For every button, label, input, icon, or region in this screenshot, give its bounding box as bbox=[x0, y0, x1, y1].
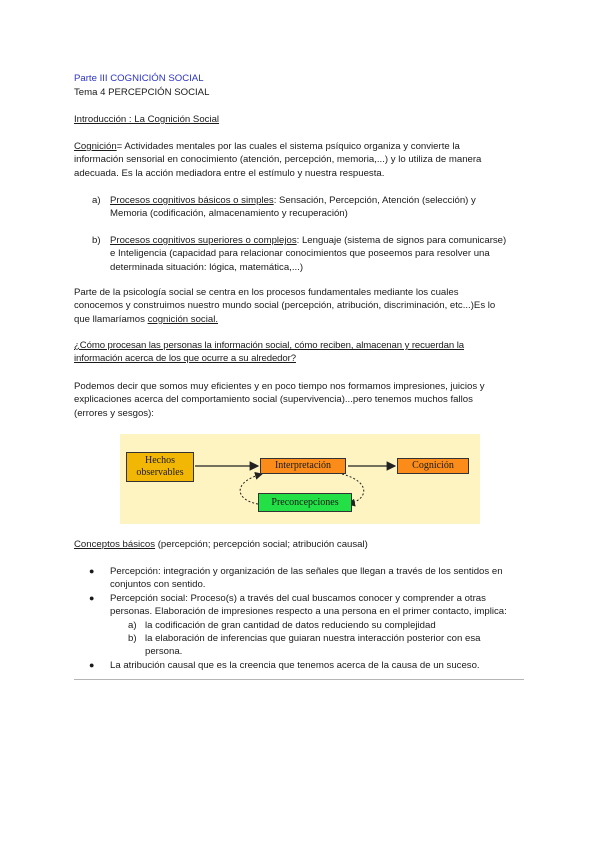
cognicion-line2: información sensorial en conocimiento (atención, percepción, memoria,...) y lo utiliza de manera bbox=[74, 154, 482, 166]
box-hechos-line1: Hechos bbox=[145, 455, 175, 466]
question-line2: información acerca de los que ocurre a su alrededor? bbox=[74, 353, 296, 365]
box-preconcepciones: Preconcepciones bbox=[258, 493, 352, 512]
box-hechos-observables bbox=[126, 452, 194, 482]
process-b-marker: b) bbox=[92, 235, 101, 246]
bullet-icon: ● bbox=[89, 566, 95, 576]
bullet-icon: ● bbox=[89, 593, 95, 603]
process-b-line3: determinada situación: lógica, matemática,...) bbox=[110, 261, 304, 273]
efficiency-line3: (errores y sesgos): bbox=[74, 407, 154, 419]
topic-title: Tema 4 PERCEPCIÓN SOCIAL bbox=[74, 87, 210, 98]
part-title: Parte III COGNICIÓN SOCIAL bbox=[74, 73, 204, 84]
efficiency-line2: explicaciones acerca del comportamiento social (supervivencia)...pero tenemos muchos fallos bbox=[74, 394, 473, 406]
concepts-heading-term: Conceptos básicos bbox=[74, 539, 156, 550]
cognition-diagram bbox=[120, 434, 480, 524]
social-cognition-term: cognición social. bbox=[147, 313, 218, 325]
process-a-line1: : Sensación, Percepción, Atención (selección) y bbox=[273, 195, 476, 206]
sub-item-a-marker: a) bbox=[128, 620, 137, 631]
concept-item-line2: personas. Elaboración de impresiones respecto a una persona en el primer contacto, implica: bbox=[110, 606, 507, 618]
box-cognicion: Cognición bbox=[397, 458, 469, 474]
cognicion-term: Cognición bbox=[74, 141, 117, 152]
sub-item-b bbox=[145, 632, 525, 659]
question-line1: ¿Cómo procesan las personas la información social, cómo reciben, almacenan y recuerdan la bbox=[74, 340, 464, 351]
process-a-marker: a) bbox=[92, 195, 101, 206]
section-divider bbox=[74, 679, 524, 680]
efficiency-line1: Podemos decir que somos muy eficientes y en poco tiempo nos formamos impresiones, juicios y bbox=[74, 381, 485, 392]
question-paragraph bbox=[74, 339, 526, 366]
social-psych-line3: que llamaríamos bbox=[74, 313, 148, 325]
social-psych-line2: conocemos y construimos nuestro mundo social (percepción, atribución, discriminación, etc...)Es lo bbox=[74, 300, 496, 312]
cognicion-line3: adecuada. Es la acción mediadora entre el estímulo y nuestra respuesta. bbox=[74, 167, 385, 179]
process-a bbox=[110, 194, 526, 221]
social-psych-paragraph bbox=[74, 286, 526, 326]
process-b-line2: e Inteligencia (capacidad para relacionar conocimientos que poseemos para resolver una bbox=[110, 248, 490, 260]
concepts-heading bbox=[74, 538, 368, 551]
process-a-term: Procesos cognitivos básicos o simples bbox=[110, 195, 274, 206]
sub-item-b-line2: persona. bbox=[145, 646, 183, 658]
cognicion-line1: = Actividades mentales por las cuales el sistema psíquico organiza y convierte la bbox=[116, 141, 460, 152]
box-hechos-line2: observables bbox=[136, 467, 184, 478]
cognicion-definition bbox=[74, 140, 526, 180]
efficiency-paragraph bbox=[74, 380, 526, 420]
social-psych-line1: Parte de la psicología social se centra en los procesos fundamentales mediante los cuales bbox=[74, 287, 459, 298]
bullet-icon: ● bbox=[89, 660, 95, 670]
process-a-line2: Memoria (codificación, almacenamiento y recuperación) bbox=[110, 208, 348, 220]
process-b bbox=[110, 234, 530, 274]
concept-item-percepcion bbox=[110, 565, 530, 592]
concept-item-percepcion-social bbox=[110, 592, 530, 619]
sub-item-b-marker: b) bbox=[128, 633, 137, 644]
sub-item-b-line1: la elaboración de inferencias que guiaran nuestra interacción posterior con esa bbox=[145, 633, 481, 644]
concepts-heading-rest: (percepción; percepción social; atribución causal) bbox=[155, 539, 368, 550]
box-interpretacion: Interpretación bbox=[260, 458, 346, 474]
concept-item-line1: Percepción: integración y organización de las señales que llegan a través de los sentidos en bbox=[110, 566, 503, 577]
concept-item-atribucion: La atribución causal que es la creencia que tenemos acerca de la causa de un suceso. bbox=[110, 660, 480, 671]
process-b-term: Procesos cognitivos superiores o complejos bbox=[110, 235, 297, 246]
intro-heading: Introducción : La Cognición Social bbox=[74, 114, 220, 125]
concept-item-line1: Percepción social: Proceso(s) a través del cual buscamos conocer y comprender a otras bbox=[110, 593, 486, 604]
sub-item-a: la codificación de gran cantidad de datos reduciendo su complejidad bbox=[145, 620, 436, 631]
concept-item-line2: conjuntos con sentido. bbox=[110, 579, 206, 591]
process-b-line1: : Lenguaje (sistema de signos para comunicarse) bbox=[296, 235, 507, 246]
